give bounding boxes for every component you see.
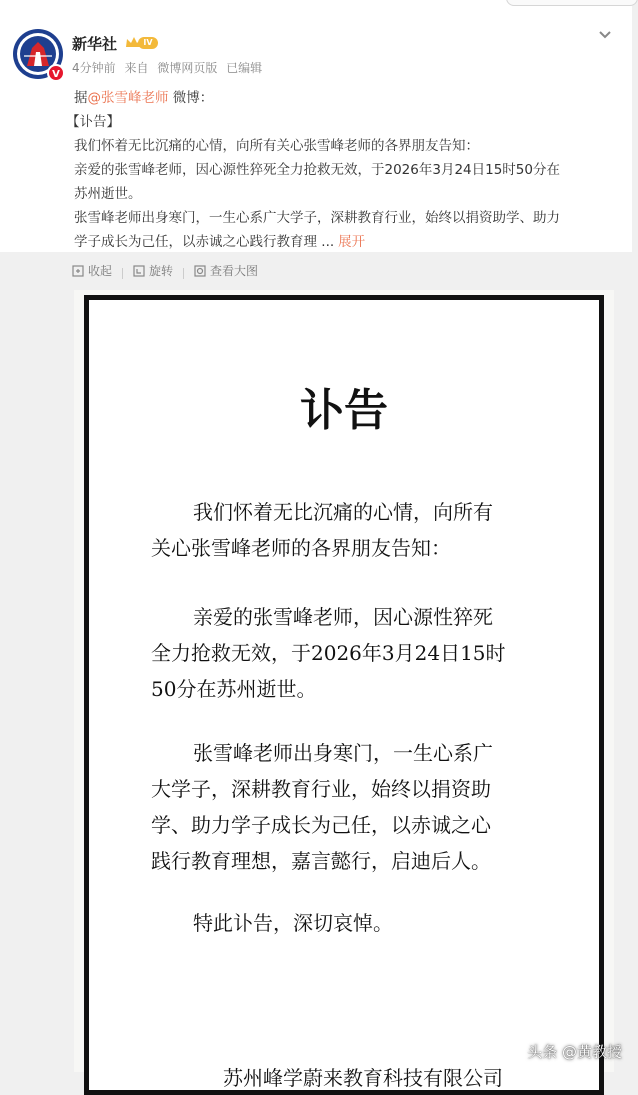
obituary-line: 践行教育理想，嘉言懿行，启迪后人。 — [151, 849, 491, 873]
post-time[interactable]: 4分钟前 — [72, 61, 116, 75]
verified-badge: V — [47, 64, 65, 82]
image-actions-bar — [72, 262, 258, 280]
post-meta — [72, 59, 267, 76]
post-text-line: 我们怀着无比沉痛的心情，向所有关心张雪峰老师的各界朋友告知： — [74, 138, 479, 154]
author-name[interactable]: 新华社 — [72, 35, 118, 53]
obituary-line: 特此讣告，深切哀悼。 — [193, 911, 393, 935]
obituary-line: 全力抢救无效，于2026年3月24日15时 — [151, 641, 506, 665]
post-source[interactable]: 微博网页版 — [157, 61, 218, 75]
rotate-label: 旋转 — [149, 264, 174, 278]
notice-bracket-title: 【讣告】 — [66, 114, 120, 130]
collapse-button[interactable] — [72, 262, 112, 279]
view-large-button[interactable] — [194, 262, 258, 279]
watermark: 头条 @黄教授 — [527, 1043, 622, 1061]
post-text-line: 张雪峰老师出身寒门，一生心系广大学子，深耕教育行业，始终以捐资助学、助力 — [74, 210, 560, 226]
post-text-line — [74, 86, 213, 106]
obituary-line: 亲爱的张雪峰老师，因心源性猝死 — [193, 605, 493, 629]
collapse-label: 收起 — [88, 264, 113, 278]
mention-link[interactable]: @张雪峰老师 — [87, 90, 169, 106]
obituary-line: 50分在苏州逝世。 — [151, 677, 317, 701]
zoom-icon — [194, 265, 206, 277]
post-edited[interactable]: 已编辑 — [226, 61, 263, 75]
obituary-line: 我们怀着无比沉痛的心情，向所有 — [193, 500, 493, 524]
obituary-image[interactable] — [74, 290, 614, 1090]
obituary-line: 张雪峰老师出身寒门，一生心系广 — [193, 741, 493, 765]
chevron-down-icon[interactable] — [598, 30, 612, 40]
obituary-frame — [84, 295, 604, 1095]
weibo-post-card — [0, 0, 632, 252]
obituary-title: 讣告 — [300, 385, 388, 436]
obituary-signature: 苏州峰学蔚来教育科技有限公司 — [223, 1066, 503, 1090]
divider — [122, 268, 123, 279]
post-text-line — [74, 230, 365, 250]
post-text-last: 学子成长为己任，以赤诚之心践行教育理 ... — [74, 234, 335, 250]
top-search-pill[interactable] — [506, 0, 638, 6]
rotate-icon — [133, 265, 145, 277]
collapse-icon — [72, 265, 84, 277]
level-badge: IV — [138, 37, 158, 49]
obituary-line: 大学子，深耕教育行业，始终以捐资助 — [151, 777, 491, 801]
post-source-prefix: 来自 — [124, 61, 149, 75]
divider — [183, 268, 184, 279]
post-text-line: 亲爱的张雪峰老师，因心源性猝死全力抢救无效，于2026年3月24日15时50分在 — [74, 162, 560, 178]
post-text-line: 苏州逝世。 — [74, 186, 142, 202]
text-suffix: 微博： — [168, 90, 214, 106]
text-prefix: 据 — [74, 90, 88, 106]
expand-link[interactable]: 展开 — [338, 234, 366, 250]
obituary-line: 学、助力学子成长为己任，以赤诚之心 — [151, 813, 491, 837]
rotate-button[interactable] — [133, 262, 173, 279]
obituary-line: 关心张雪峰老师的各界朋友告知： — [151, 536, 451, 560]
view-large-label: 查看大图 — [210, 264, 259, 278]
